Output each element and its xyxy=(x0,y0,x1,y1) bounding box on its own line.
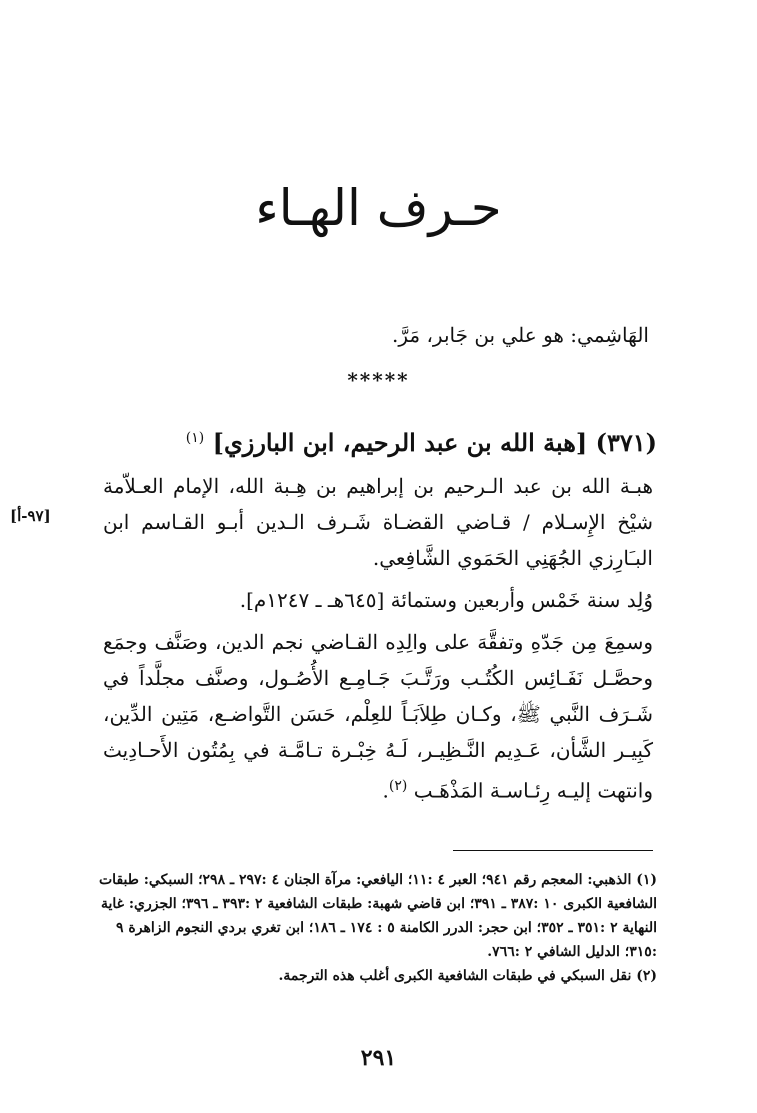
paragraph-lineage: هبـة الله بن عبد الـرحيم بن إبراهيم بن هِـبة الله، الإمام العـلاّمة شيْخ الإِسـلام / قـاضي القضـاة شَـرف الـدين أبـو القـاسم ابن البـَارِزي الجُهَنِي الحَمَوي الشَّافِعي. xyxy=(103,474,653,570)
footnote-divider xyxy=(453,850,653,851)
footnotes xyxy=(97,868,657,988)
paragraph-biography: وسمِعَ مِن جَدّهِ وتفقَّهَ على والِدِه القـاضي نجم الدين، وصَنَّف وجمَع وحصَّـل نَفَـائِس الكُتُـب ورَتَّـبَ جَـامِـع الأُصُـول، وصنَّف مجلَّداً في شَـرَف النَّبي ﷺ، وكـان طِلاَبَـاً للعِلْم، حَسَن التَّواضـع، مَتِين الدِّين، كَبِيـر الشَّأن، عَـدِيم النَّـظِيـر، لَـهُ خِبْـرة تـامَّـة في بِمُتُون الأَحـادِيث وانتهت إليـه رِئـاسـة المَذْهَـب $^{(٢)}$. xyxy=(103,630,653,803)
paragraph-biography-text: وسمِعَ مِن جَدّهِ وتفقَّهَ على والِدِه القـاضي نجم الدين، وصَنَّف وجمَع وحصَّـل نَفَـائِس الكُتُـب ورَتَّـبَ جَـامِـع الأُصُـول، وصنَّف مجلَّداً في شَـرَف النَّبي ﷺ، وكـان طِلاَبَـاً للعِلْم، حَسَن التَّواضـع، مَتِين الدِّين، كَبِيـر الشَّأن، عَـدِيم النَّـظِيـر، لَـهُ خِبْـرة تـامَّـة في بِمُتُون الأَحـادِيث وانتهت إليـه رِئـاسـة المَذْهَـب xyxy=(103,630,653,803)
entry-name: [هبة الله بن عبد الرحيم، ابن البارزي] xyxy=(212,428,588,457)
footnote-2: (٢) نقل السبكي في طبقات الشافعية الكبرى أغلب هذه الترجمة. xyxy=(278,968,657,984)
entry-footnote-marker: (١) xyxy=(185,430,205,446)
margin-manuscript-reference: [٩٧-أ] xyxy=(10,507,51,525)
entry-number: (٣٧١) xyxy=(595,428,657,457)
entry-heading xyxy=(97,418,657,463)
page-number: ٢٩١ xyxy=(360,1045,397,1071)
paragraph-footnote-marker: (٢) xyxy=(388,778,408,794)
section-separator: ***** xyxy=(347,368,410,392)
cross-reference-note: الهَاشِمي: هو علي بن جَابر، مَرَّ. xyxy=(392,323,649,347)
chapter-title: حـرف الهـاء xyxy=(255,179,502,237)
entry-body xyxy=(103,468,653,815)
paragraph-birth: وُلِد سنة خَمْس وأربعين وستمائة [٦٤٥هـ ـ ١٢٤٧م]. xyxy=(239,588,653,612)
footnote-1: (١) الذهبي: المعجم رقم ٩٤١؛ العبر ٤ :١١؛ اليافعي: مرآة الجنان ٤ :٢٩٧ ـ ٢٩٨؛ السبكي: طبقات الشافعية الكبرى ١٠ :٣٨٧ ـ ٣٩١؛ ابن قاضي شهبة: طبقات الشافعية ٢ :٣٩٣ ـ ٣٩٦؛ الجزري: غاية النهاية ٢ :٣٥١ ـ ٣٥٢؛ ابن حجر: الدرر الكامنة ٥ : ١٧٤ ـ ١٨٦؛ ابن تغري بردي النجوم الزاهرة ٩ :٣١٥؛ الدليل الشافي ٢ :٧٦٦. xyxy=(99,872,657,960)
